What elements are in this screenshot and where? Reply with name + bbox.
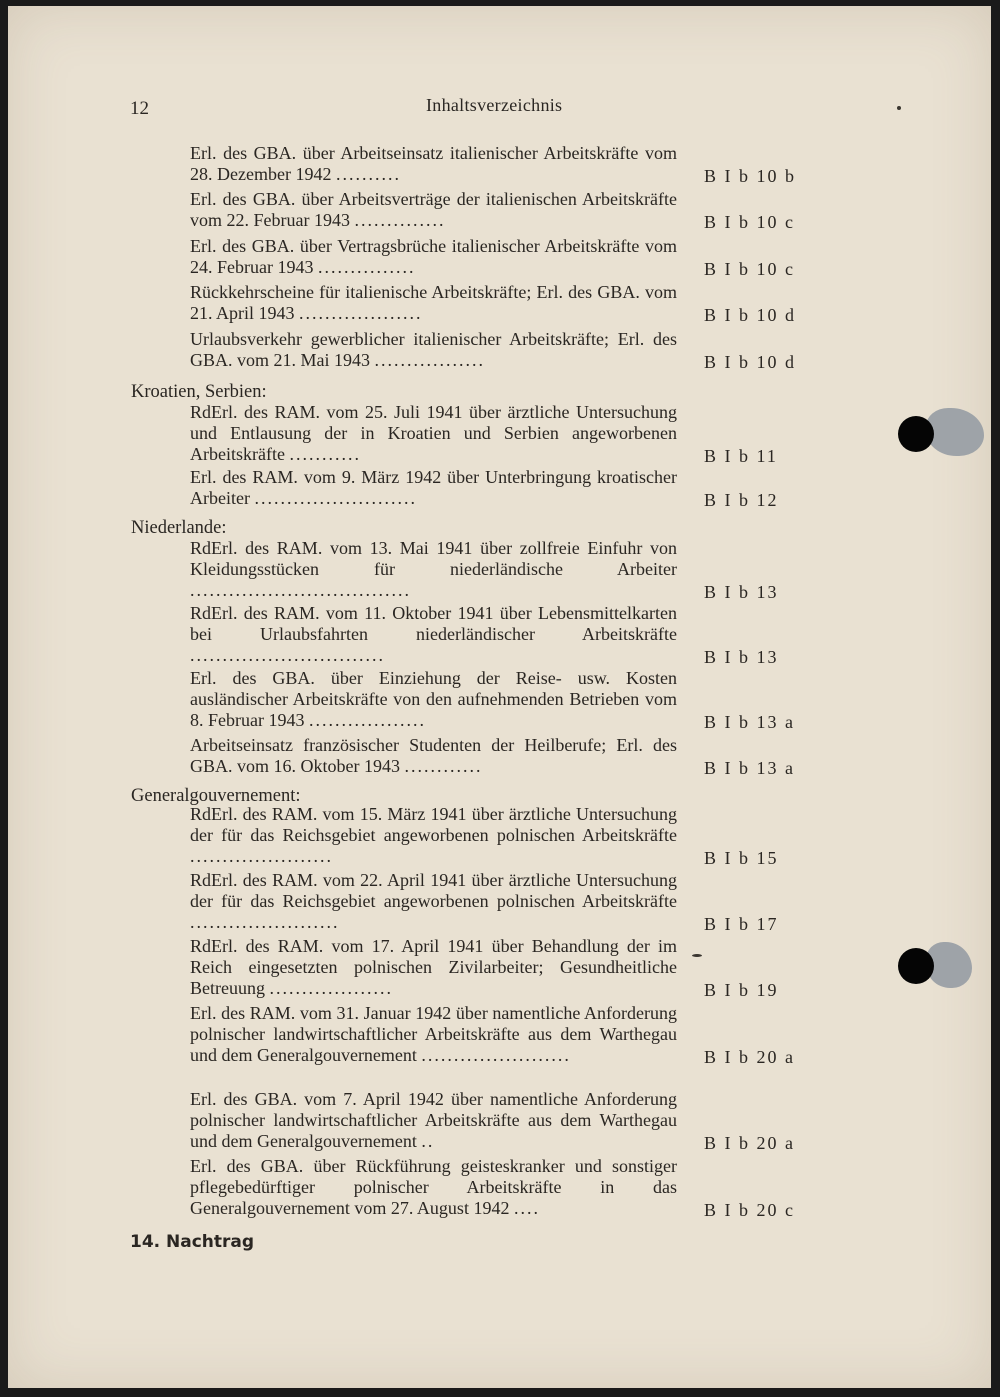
paper-speck <box>692 954 702 957</box>
toc-entry: Rückkehrscheine für italienische Arbeitskräfte; Erl. des GBA. vom 21. April 1943 ................... B I b 10 d <box>190 282 796 325</box>
toc-entry-ref: B I b 10 b <box>704 166 796 186</box>
toc-entry-ref: B I b 13 <box>704 647 779 667</box>
toc-entry-ref: B I b 10 d <box>704 352 796 372</box>
toc-entry: RdErl. des RAM. vom 11. Oktober 1941 über Lebensmittelkarten bei Urlaubsfahrten niederländischer Arbeitskräfte .............................. B I b 13 <box>190 603 779 667</box>
document-page <box>8 6 991 1388</box>
section-heading: Niederlande: <box>131 518 227 538</box>
section-heading: Kroatien, Serbien: <box>131 382 267 402</box>
toc-entry: Urlaubsverkehr gewerblicher italienischer Arbeitskräfte; Erl. des GBA. vom 21. Mai 1943 ................. B I b 10 d <box>190 329 796 372</box>
toc-entry: Erl. des GBA. über Vertragsbrüche italienischer Arbeitskräfte vom 24. Februar 1943 ............... B I b 10 c <box>190 236 795 279</box>
toc-entry-ref: B I b 15 <box>704 848 779 868</box>
supplement-signature: 14. Nachtrag <box>130 1232 255 1252</box>
toc-entry-ref: B I b 17 <box>704 914 779 934</box>
torn-paper-mark <box>926 408 984 456</box>
toc-entry: RdErl. des RAM. vom 22. April 1941 über ärztliche Untersuchung der für das Reichsgebiet angeworbenen polnischen Arbeitskräfte ....................... B I b 17 <box>190 870 779 934</box>
toc-entry-ref: B I b 10 c <box>704 212 795 232</box>
toc-entry-ref: B I b 13 <box>704 582 779 602</box>
toc-entry-ref: B I b 20 a <box>704 1133 795 1153</box>
toc-entry: Erl. des GBA. vom 7. April 1942 über namentliche Anforderung polnischer landwirtschaftlicher Arbeitskräfte aus dem Warthegau und dem Generalgouvernement .. B I b 20 a <box>190 1089 795 1153</box>
toc-entry: RdErl. des RAM. vom 17. April 1941 über Behandlung der im Reich eingesetzten polnischen Zivilarbeiter; Gesundheitliche Betreuung ................... B I b 19 <box>190 936 779 1000</box>
toc-entry-ref: B I b 10 c <box>704 259 795 279</box>
punch-hole-icon <box>898 416 934 452</box>
toc-entry-ref: B I b 13 a <box>704 758 795 778</box>
toc-entry: Erl. des GBA. über Einziehung der Reise- usw. Kosten ausländischer Arbeitskräfte von den aufnehmenden Betrieben vom 8. Februar 1943 .................. B I b 13 a <box>190 668 795 732</box>
running-head: Inhaltsverzeichnis <box>426 95 563 115</box>
toc-entry-ref: B I b 20 c <box>704 1200 795 1220</box>
page-number: 12 <box>130 98 149 119</box>
toc-entry: RdErl. des RAM. vom 15. März 1941 über ärztliche Untersuchung der für das Reichsgebiet angeworbenen polnischen Arbeitskräfte ...................... B I b 15 <box>190 804 779 868</box>
toc-entry-ref: B I b 11 <box>704 446 778 466</box>
toc-entry-ref: B I b 10 d <box>704 305 796 325</box>
toc-entry: Erl. des GBA. über Arbeitseinsatz italienischer Arbeitskräfte vom 28. Dezember 1942 .......... B I b 10 b <box>190 143 796 186</box>
toc-entry: Erl. des GBA. über Rückführung geisteskranker und sonstiger pflegebedürftiger polnischer Arbeitskräfte in das Generalgouvernement vom 27. August 1942 .... B I b 20 c <box>190 1156 795 1220</box>
toc-entry-ref: B I b 19 <box>704 980 779 1000</box>
toc-entry: RdErl. des RAM. vom 25. Juli 1941 über ärztliche Untersuchung und Entlausung der in Kroatien und Serbien angeworbenen Arbeitskräfte ........... B I b 11 <box>190 402 778 466</box>
toc-entry: RdErl. des RAM. vom 13. Mai 1941 über zollfreie Einfuhr von Kleidungsstücken für niederländische Arbeiter .................................. B I b 13 <box>190 538 779 602</box>
toc-entry-ref: B I b 20 a <box>704 1047 795 1067</box>
section-heading: Generalgouvernement: <box>131 786 301 806</box>
paper-speck <box>897 106 901 110</box>
toc-entry: Erl. des GBA. über Arbeitsverträge der italienischen Arbeitskräfte vom 22. Februar 1943 .............. B I b 10 c <box>190 189 795 232</box>
toc-entry: Erl. des RAM. vom 9. März 1942 über Unterbringung kroatischer Arbeiter ......................... B I b 12 <box>190 467 779 510</box>
toc-entry: Arbeitseinsatz französischer Studenten der Heilberufe; Erl. des GBA. vom 16. Oktober 1943 ............ B I b 13 a <box>190 735 795 778</box>
toc-entry-ref: B I b 12 <box>704 490 779 510</box>
toc-entry-ref: B I b 13 a <box>704 712 795 732</box>
toc-entry: Erl. des RAM. vom 31. Januar 1942 über namentliche Anforderung polnischer landwirtschaftlicher Arbeitskräfte aus dem Warthegau und dem Generalgouvernement ....................... B I b 20 a <box>190 1003 795 1067</box>
punch-hole-icon <box>898 948 934 984</box>
